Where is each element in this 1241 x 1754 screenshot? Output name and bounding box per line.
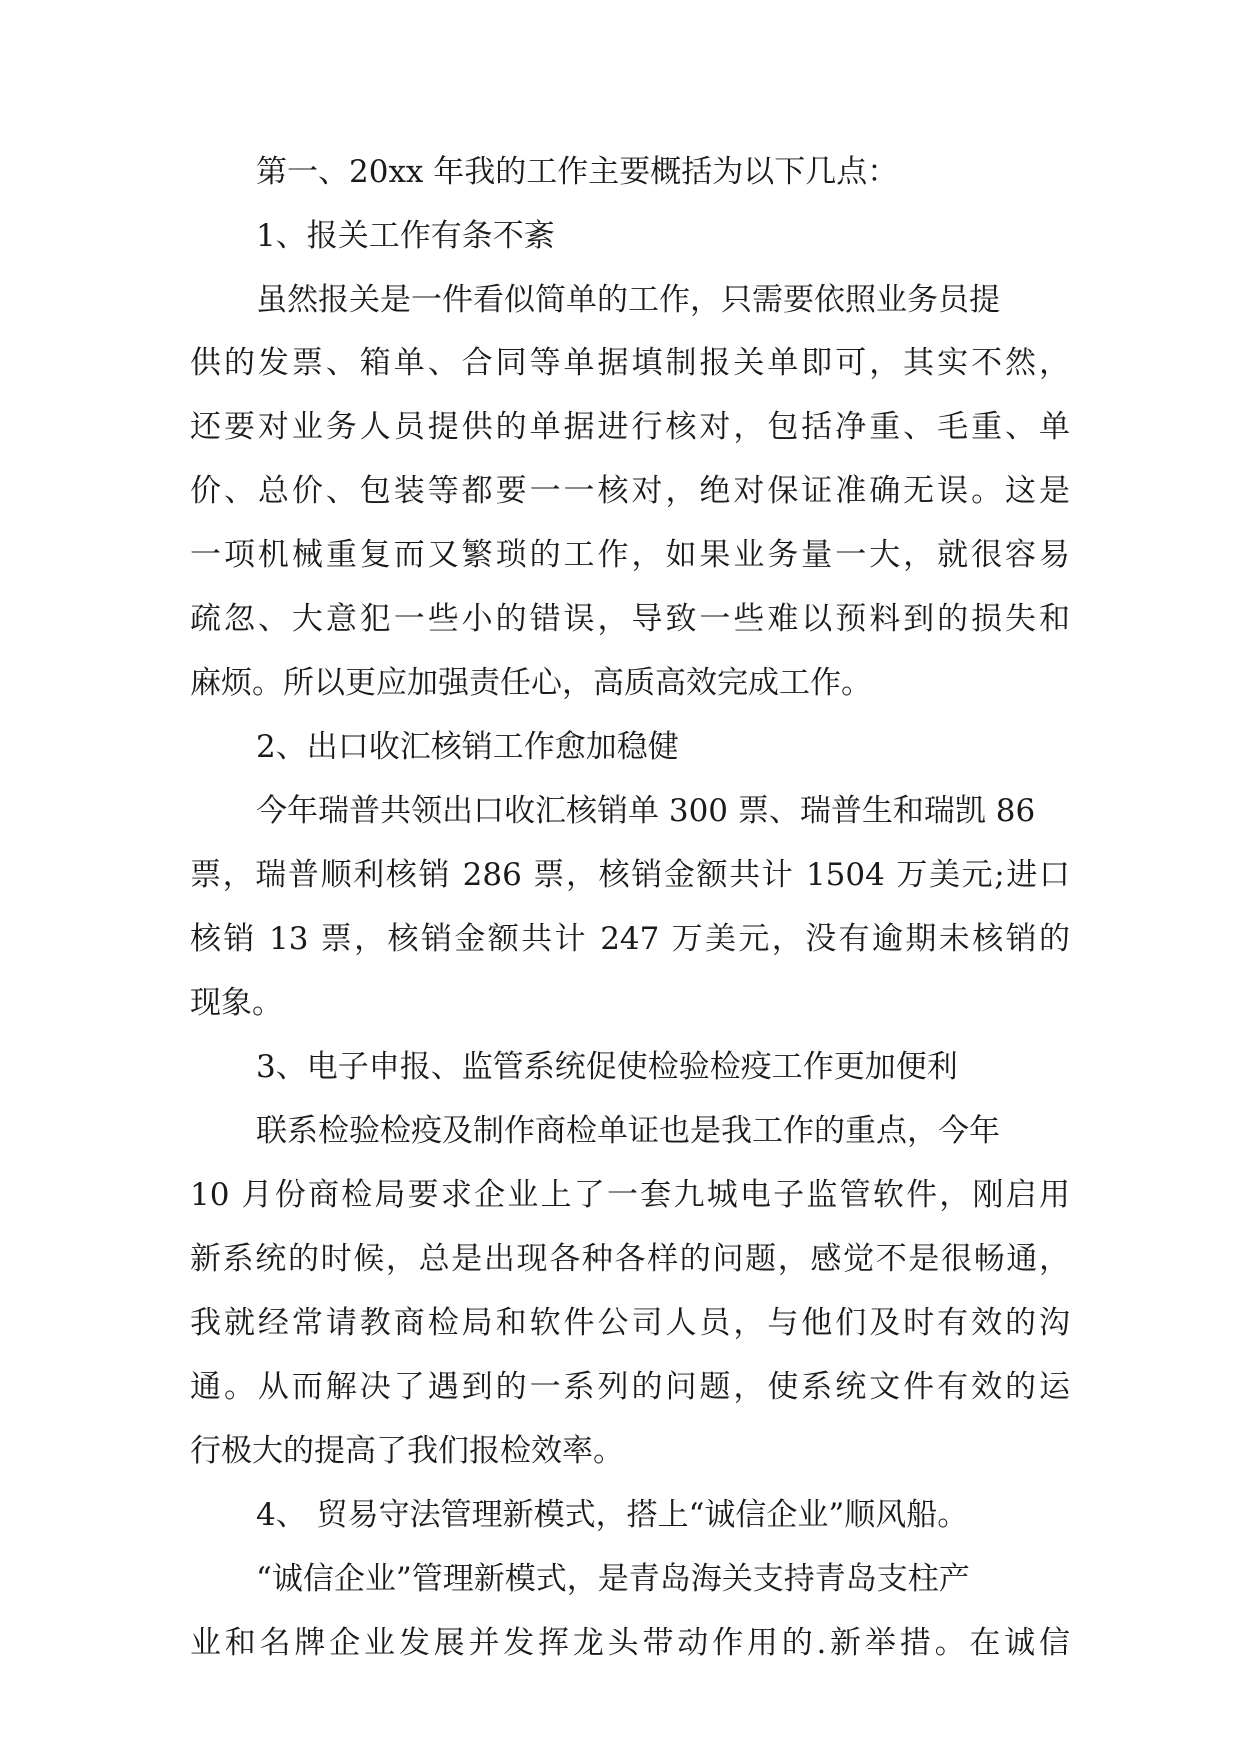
item-heading: 4、 贸易守法管理新模式，搭上“诚信企业”顺风船。 xyxy=(256,1497,969,1533)
paragraph-line: 麻烦。所以更应加强责任心，高质高效完成工作。 xyxy=(190,665,872,701)
paragraph-line: 我就经常请教商检局和软件公司人员，与他们及时有效的沟 xyxy=(190,1305,1070,1341)
item-heading: 1、报关工作有条不紊 xyxy=(256,218,555,254)
paragraph-line: 价、总价、包装等都要一一核对，绝对保证准确无误。这是 xyxy=(190,473,1070,509)
paragraph-line: 供的发票、箱单、合同等单据填制报关单即可，其实不然， xyxy=(190,345,1070,381)
paragraph-line: 票，瑞普顺利核销 286 票，核销金额共计 1504 万美元;进口 xyxy=(190,857,1070,893)
paragraph-line: 通。从而解决了遇到的一系列的问题，使系统文件有效的运 xyxy=(190,1369,1070,1405)
paragraph-line: 新系统的时候，总是出现各种各样的问题，感觉不是很畅通， xyxy=(190,1241,1070,1277)
paragraph-line: 业和名牌企业发展并发挥龙头带动作用的.新举措。在诚信 xyxy=(190,1625,1070,1661)
paragraph-line: 现象。 xyxy=(190,985,283,1021)
paragraph-line: 一项机械重复而又繁琐的工作，如果业务量一大，就很容易 xyxy=(190,537,1070,573)
paragraph-line: 疏忽、大意犯一些小的错误，导致一些难以预料到的损失和 xyxy=(190,601,1070,637)
item-heading: 3、电子申报、监管系统促使检验检疫工作更加便利 xyxy=(256,1049,958,1085)
section-heading: 第一、20xx 年我的工作主要概括为以下几点： xyxy=(256,154,899,190)
paragraph-line: “诚信企业”管理新模式，是青岛海关支持青岛支柱产 xyxy=(256,1561,970,1597)
paragraph-line: 今年瑞普共领出口收汇核销单 300 票、瑞普生和瑞凯 86 xyxy=(256,793,1036,829)
paragraph-line: 还要对业务人员提供的单据进行核对，包括净重、毛重、单 xyxy=(190,409,1070,445)
paragraph-line: 核销 13 票，核销金额共计 247 万美元，没有逾期未核销的 xyxy=(190,921,1070,957)
paragraph-line: 行极大的提高了我们报检效率。 xyxy=(190,1433,624,1469)
paragraph-line: 虽然报关是一件看似简单的工作，只需要依照业务员提 xyxy=(256,282,1000,318)
item-heading: 2、出口收汇核销工作愈加稳健 xyxy=(256,729,679,765)
paragraph-line: 10 月份商检局要求企业上了一套九城电子监管软件，刚启用 xyxy=(190,1177,1070,1213)
paragraph-line: 联系检验检疫及制作商检单证也是我工作的重点，今年 xyxy=(256,1113,1000,1149)
